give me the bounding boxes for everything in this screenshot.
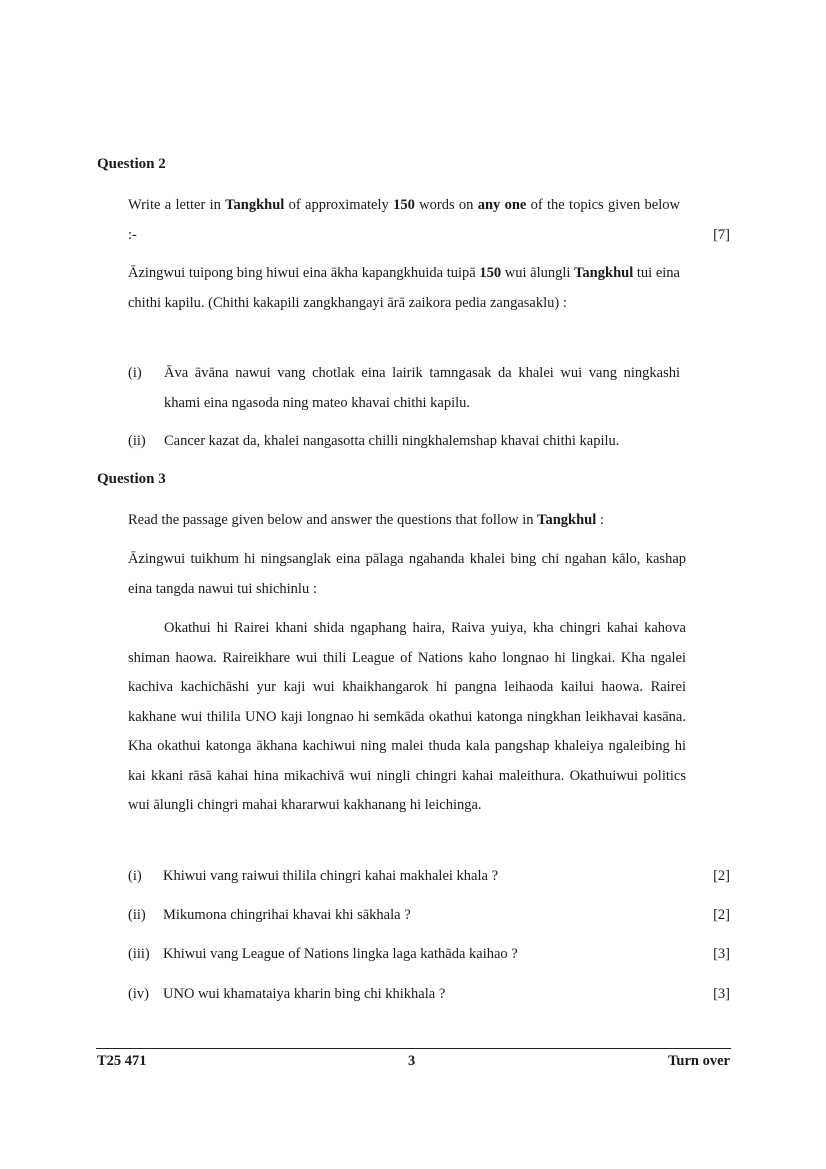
- q3-question-4: (iv) UNO wui khamataiya kharin bing chi khikhala ? [3]: [128, 986, 730, 1002]
- q3-question-2: (ii) Mikumona chingrihai khavai khi sākhala ? [2]: [128, 907, 730, 923]
- turn-over: Turn over: [668, 1053, 730, 1069]
- footer-rule: [96, 1048, 731, 1049]
- page-number: 3: [408, 1053, 416, 1069]
- q3-instruction: Read the passage given below and answer the questions that follow in Tangkhul :: [128, 512, 604, 528]
- question-3-heading: Question 3: [97, 471, 166, 487]
- paper-code: T25 471: [97, 1053, 147, 1069]
- q2-instruction: Write a letter in Tangkhul of approximately 150 words on any one of the topics given below :-: [128, 197, 680, 243]
- q2-option-2: (ii) Cancer kazat da, khalei nangasotta chilli ningkhalemshap khavai chithi kapilu.: [128, 433, 620, 449]
- question-2-heading: Question 2: [97, 156, 166, 172]
- q3-passage: Okathui hi Rairei khani shida ngaphang haira, Raiva yuiya, kha chingri kahai kahova shiman haowa. Raireikhare wui thili League of Nations kaho longnao hi lingkai. Kha ngalei kachiva kachichāshi yur kaji wui khaikhangarok hi pangna leihaoda kailui haowa. Rairei kakhane wui thilila UNO kaji longnao hi semkāda okathui katonga ningkhan leikhavai kasāna. Kha okathui katonga ākhana kachiwui ning malei thuda kala pangshap khaleiya ngaleibing hi kai kkani rāsā kahai hina mikachivā wui ningli chingri kahai maleithura. Okathuiwui politics wui ālungli chingri mahai khararwui kakhanang hi leichinga.: [128, 620, 686, 813]
- q2-tangkhul-instruction: Āzingwui tuipong bing hiwui eina ākha kapangkhuida tuipā 150 wui ālungli Tangkhul tui eina chithi kapilu. (Chithi kakapili zangkhangayi ārā zaikora pedia zangasaklu) :: [128, 265, 680, 311]
- q2-marks: [7]: [713, 227, 730, 243]
- q3-question-1: (i) Khiwui vang raiwui thilila chingri kahai makhalei khala ? [2]: [128, 868, 730, 884]
- q3-question-3: (iii) Khiwui vang League of Nations lingka laga kathāda kaihao ? [3]: [128, 946, 730, 962]
- q2-option-1: (i) Āva āvāna nawui vang chotlak eina lairik tamngasak da khalei wui vang ningkashi khami eina ngasoda ning mateo khavai chithi kapilu.: [128, 365, 680, 411]
- q3-intro: Āzingwui tuikhum hi ningsanglak eina pālaga ngahanda khalei bing chi ngahan kālo, kashap eina tangda nawui tui shichinlu :: [128, 551, 686, 597]
